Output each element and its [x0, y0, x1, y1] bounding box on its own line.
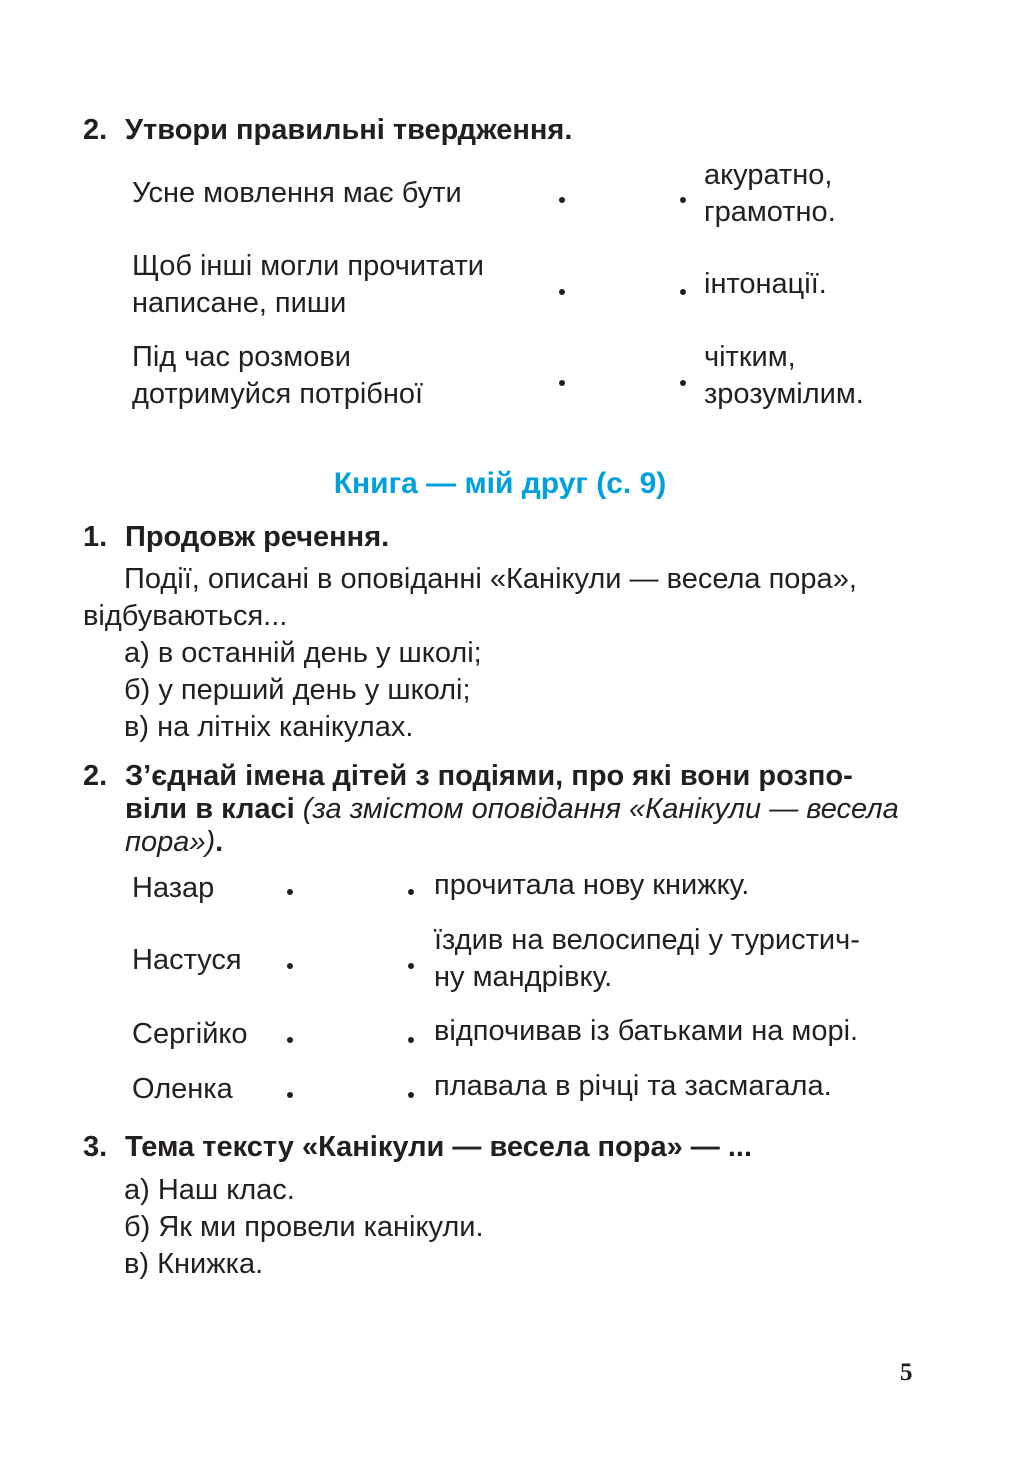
task3-option-b[interactable]: б) Як ми провели канікули. — [124, 1211, 484, 1243]
child-name-1: Назар — [132, 872, 215, 904]
task2-title-line3: пора»). — [125, 826, 224, 858]
event-dot-2[interactable] — [408, 963, 414, 969]
task-title: Утвори правильні твердження. — [125, 114, 573, 146]
child-name-2: Настуся — [132, 944, 242, 976]
child-name-3: Сергійко — [132, 1018, 248, 1050]
task-heading-2b: 2. З’єднай імена дітей з подіями, про які вони розпо- — [83, 760, 853, 792]
task3-option-a[interactable]: а) Наш клас. — [124, 1174, 295, 1206]
task3-option-c[interactable]: в) Книжка. — [124, 1248, 264, 1280]
page-number: 5 — [900, 1359, 913, 1386]
event-dot-4[interactable] — [408, 1092, 414, 1098]
name-dot-1[interactable] — [287, 889, 293, 895]
task1-option-c[interactable]: в) на літніх канікулах. — [124, 711, 414, 743]
statement-left-2: Щоб інші могли прочитати написане, пиши — [132, 250, 484, 319]
child-name-4: Оленка — [132, 1073, 233, 1105]
section-title: Книга — мій друг (с. 9) — [333, 467, 667, 500]
task-heading-3: 3. Тема тексту «Канікули — весела пора» — ... — [83, 1131, 753, 1163]
match-dot-right-1[interactable] — [680, 197, 686, 203]
statement-left-1: Усне мовлення має бути — [132, 177, 462, 209]
statement-right-1: акуратно, грамотно. — [704, 159, 836, 228]
task-heading-2a — [83, 114, 572, 147]
name-dot-4[interactable] — [287, 1092, 293, 1098]
match-dot-left-2[interactable] — [559, 289, 565, 295]
match-dot-left-1[interactable] — [559, 197, 565, 203]
task2-title-line2: віли в класі (за змістом оповідання «Канікули — весела — [125, 793, 899, 825]
event-1: прочитала нову книжку. — [434, 869, 750, 901]
name-dot-3[interactable] — [287, 1037, 293, 1043]
statement-right-3: чітким, зрозумілим. — [704, 341, 864, 410]
event-2: їздив на велосипеді у туристич- ну мандрівку. — [434, 924, 860, 993]
statement-left-3: Під час розмови дотримуйся потрібної — [132, 341, 424, 410]
event-dot-3[interactable] — [408, 1037, 414, 1043]
event-dot-1[interactable] — [408, 889, 414, 895]
task1-text-line1: Події, описані в оповіданні «Канікули — весела пора», — [124, 563, 857, 595]
event-4: плавала в річці та засмагала. — [434, 1070, 832, 1102]
task1-option-a[interactable]: а) в останній день у школі; — [124, 637, 482, 669]
name-dot-2[interactable] — [287, 963, 293, 969]
task-heading-1: 1. Продовж речення. — [83, 521, 390, 553]
task1-option-b[interactable]: б) у перший день у школі; — [124, 674, 471, 706]
match-dot-right-3[interactable] — [680, 380, 686, 386]
match-dot-left-3[interactable] — [559, 380, 565, 386]
task-number: 2. — [83, 114, 108, 146]
match-dot-right-2[interactable] — [680, 289, 686, 295]
event-3: відпочивав із батьками на морі. — [434, 1015, 859, 1047]
statement-right-2: інтонації. — [704, 268, 827, 300]
task1-text-line2: відбуваються... — [83, 600, 288, 632]
